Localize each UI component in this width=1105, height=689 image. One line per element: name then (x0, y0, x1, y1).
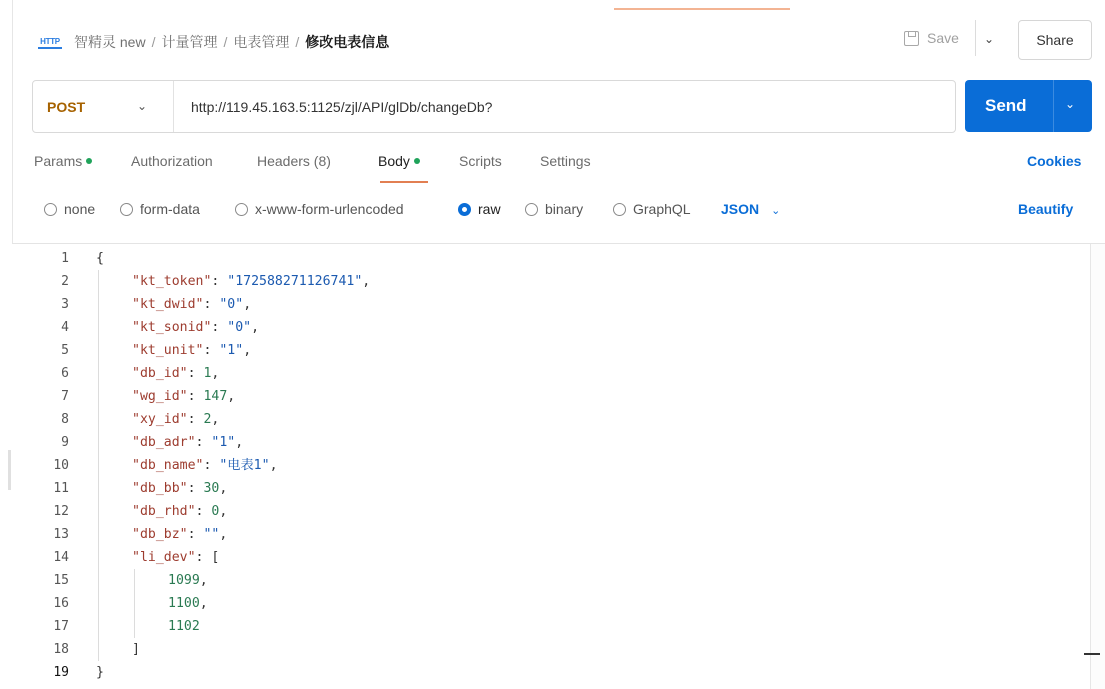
code-token: : (211, 274, 228, 289)
code-token: "kt_dwid" (132, 297, 204, 312)
code-token: "0" (219, 297, 244, 312)
editor-scrollbar[interactable] (1090, 244, 1105, 689)
code-token: , (269, 458, 278, 473)
code-token: , (251, 320, 260, 335)
method-select[interactable]: POST (47, 99, 86, 115)
code-token: "kt_token" (132, 274, 212, 289)
code-token: "db_bb" (132, 481, 188, 496)
code-token: "kt_unit" (132, 343, 204, 358)
radio-icon (44, 203, 57, 216)
code-token: : (187, 366, 204, 381)
line-number: 3 (61, 297, 69, 312)
code-token: , (199, 573, 208, 588)
code-line[interactable] (132, 293, 251, 316)
indent-guide (98, 270, 99, 661)
line-number: 12 (53, 504, 69, 519)
code-line[interactable] (168, 592, 208, 615)
option-label: none (64, 201, 96, 217)
code-area[interactable] (82, 244, 1090, 689)
breadcrumb-separator: / (295, 34, 300, 50)
line-number: 16 (53, 596, 69, 611)
code-token: , (243, 343, 252, 358)
request-tabs (0, 150, 1105, 186)
code-token: "电表1" (219, 458, 270, 473)
share-button[interactable]: Share (1018, 20, 1092, 60)
code-token: : (195, 435, 212, 450)
code-token: , (362, 274, 371, 289)
active-tab-indicator (380, 181, 428, 183)
breadcrumb-item-workspace[interactable]: 智精灵 new (74, 34, 146, 50)
code-token: , (219, 481, 228, 496)
code-token: , (211, 366, 220, 381)
radio-checked-icon (458, 203, 471, 216)
send-options-chevron-icon[interactable]: ⌄ (1065, 97, 1076, 111)
save-icon (904, 31, 919, 46)
code-line[interactable] (132, 385, 235, 408)
breadcrumb-item-subfolder[interactable]: 电表管理 (233, 34, 290, 50)
tab-body[interactable] (378, 153, 420, 169)
tab-label: Body (378, 153, 410, 169)
status-dot-icon (414, 158, 420, 164)
code-token: 147 (203, 389, 228, 404)
scrollbar-thumb[interactable] (1084, 653, 1100, 655)
code-token: : (187, 412, 204, 427)
code-line[interactable] (168, 569, 208, 592)
save-label: Save (927, 30, 959, 46)
code-token: 2 (203, 412, 212, 427)
code-line[interactable] (132, 339, 251, 362)
code-token: , (243, 297, 252, 312)
code-line[interactable] (96, 661, 104, 684)
code-token: "1" (219, 343, 244, 358)
breadcrumb-separator: / (151, 34, 156, 50)
code-line[interactable] (132, 477, 227, 500)
code-line[interactable] (132, 408, 219, 431)
url-divider (173, 81, 174, 132)
tab-params[interactable] (34, 153, 92, 169)
code-token: 1100 (168, 596, 200, 611)
request-url-bar (32, 80, 956, 133)
beautify-button[interactable]: Beautify (1018, 201, 1074, 217)
code-token: "1" (211, 435, 236, 450)
body-mode-none[interactable] (44, 201, 95, 217)
line-number: 5 (61, 343, 69, 358)
code-token: "0" (227, 320, 252, 335)
window-top-accent (614, 8, 790, 10)
code-line[interactable] (132, 316, 259, 339)
line-number: 17 (53, 619, 69, 634)
line-number: 4 (61, 320, 69, 335)
breadcrumb-separator: / (223, 34, 228, 50)
line-number: 19 (53, 665, 69, 680)
code-token: 1099 (168, 573, 200, 588)
code-line[interactable] (132, 362, 219, 385)
line-number: 2 (61, 274, 69, 289)
code-token: 1 (203, 366, 212, 381)
code-token: : (195, 504, 212, 519)
raw-format-select[interactable] (721, 201, 780, 217)
code-token: , (235, 435, 244, 450)
body-mode-binary[interactable] (525, 201, 583, 217)
save-divider (975, 20, 976, 56)
code-token: "kt_sonid" (132, 320, 212, 335)
code-line[interactable] (132, 500, 227, 523)
body-mode-form-data[interactable] (120, 201, 200, 217)
code-token: "db_id" (132, 366, 188, 381)
code-token: { (96, 251, 104, 266)
body-mode-urlencoded[interactable] (235, 201, 404, 217)
code-token: } (96, 665, 104, 680)
code-line[interactable] (96, 247, 104, 270)
save-button[interactable] (904, 30, 959, 46)
code-token: "db_name" (132, 458, 204, 473)
code-token: 30 (203, 481, 220, 496)
code-token: , (219, 504, 228, 519)
code-token: : (187, 527, 204, 542)
indent-guide (134, 569, 135, 638)
line-number: 11 (53, 481, 69, 496)
code-line[interactable] (132, 546, 219, 569)
line-number: 1 (61, 251, 69, 266)
line-number: 14 (53, 550, 69, 565)
code-token: 1102 (168, 619, 200, 634)
status-dot-icon (86, 158, 92, 164)
code-token: "xy_id" (132, 412, 188, 427)
code-token: "" (203, 527, 220, 542)
code-token: : (211, 320, 228, 335)
body-code-editor[interactable] (12, 243, 1105, 689)
tab-label: Params (34, 153, 83, 169)
code-token: "db_rhd" (132, 504, 196, 519)
code-line[interactable] (132, 523, 227, 546)
code-line[interactable] (132, 431, 243, 454)
line-number: 18 (53, 642, 69, 657)
line-number-gutter (12, 244, 82, 689)
code-token: ] (132, 642, 140, 657)
code-token: : (203, 458, 220, 473)
code-line[interactable] (132, 638, 140, 661)
line-number: 13 (53, 527, 69, 542)
save-options-chevron-icon[interactable]: ⌄ (984, 32, 995, 46)
radio-icon (525, 203, 538, 216)
tab-scripts[interactable]: Scripts (459, 153, 502, 169)
code-token: 0 (211, 504, 220, 519)
url-input[interactable]: http://119.45.163.5:1125/zjl/API/glDb/changeDb? (191, 99, 493, 115)
body-mode-options (0, 196, 1105, 224)
tab-settings[interactable]: Settings (540, 153, 591, 169)
code-token: , (227, 389, 236, 404)
code-token: "172588271126741" (227, 274, 363, 289)
code-token: , (219, 527, 228, 542)
line-number: 9 (61, 435, 69, 450)
code-token: : [ (195, 550, 220, 565)
breadcrumb-item-folder[interactable]: 计量管理 (161, 34, 218, 50)
cookies-link[interactable]: Cookies (1027, 153, 1082, 169)
code-token: : (203, 343, 220, 358)
send-label: Send (985, 96, 1027, 115)
code-token: : (187, 481, 204, 496)
code-token: "db_adr" (132, 435, 196, 450)
tab-headers[interactable]: Headers (8) (257, 153, 331, 169)
code-token: "li_dev" (132, 550, 196, 565)
option-label: x-www-form-urlencoded (255, 201, 404, 217)
code-token: "wg_id" (132, 389, 188, 404)
format-label: JSON (721, 201, 760, 217)
send-button[interactable] (965, 80, 1092, 132)
request-name[interactable]: 修改电表信息 (305, 34, 390, 50)
code-token: , (199, 596, 208, 611)
radio-icon (120, 203, 133, 216)
radio-icon (613, 203, 626, 216)
line-number: 8 (61, 412, 69, 427)
sidebar-resize-handle[interactable] (8, 450, 11, 490)
chevron-down-icon[interactable]: ⌄ (137, 99, 148, 113)
line-number: 7 (61, 389, 69, 404)
code-line[interactable] (168, 615, 200, 638)
http-request-icon: HTTP (38, 35, 62, 49)
radio-icon (235, 203, 248, 216)
line-number: 6 (61, 366, 69, 381)
breadcrumb (38, 32, 389, 52)
code-token: "db_bz" (132, 527, 188, 542)
code-line[interactable] (132, 270, 370, 293)
code-line[interactable] (132, 454, 278, 477)
option-label: GraphQL (633, 201, 691, 217)
code-token: : (187, 389, 204, 404)
code-token: , (211, 412, 220, 427)
tab-authorization[interactable]: Authorization (131, 153, 213, 169)
body-mode-raw[interactable] (458, 201, 501, 217)
request-header (0, 14, 1105, 66)
option-label: form-data (140, 201, 200, 217)
line-number: 10 (53, 458, 69, 473)
line-number: 15 (53, 573, 69, 588)
code-token: : (203, 297, 220, 312)
option-label: raw (478, 201, 501, 217)
chevron-down-icon: ⌄ (771, 205, 781, 217)
send-divider (1053, 80, 1054, 132)
option-label: binary (545, 201, 584, 217)
body-mode-graphql[interactable] (613, 201, 691, 217)
